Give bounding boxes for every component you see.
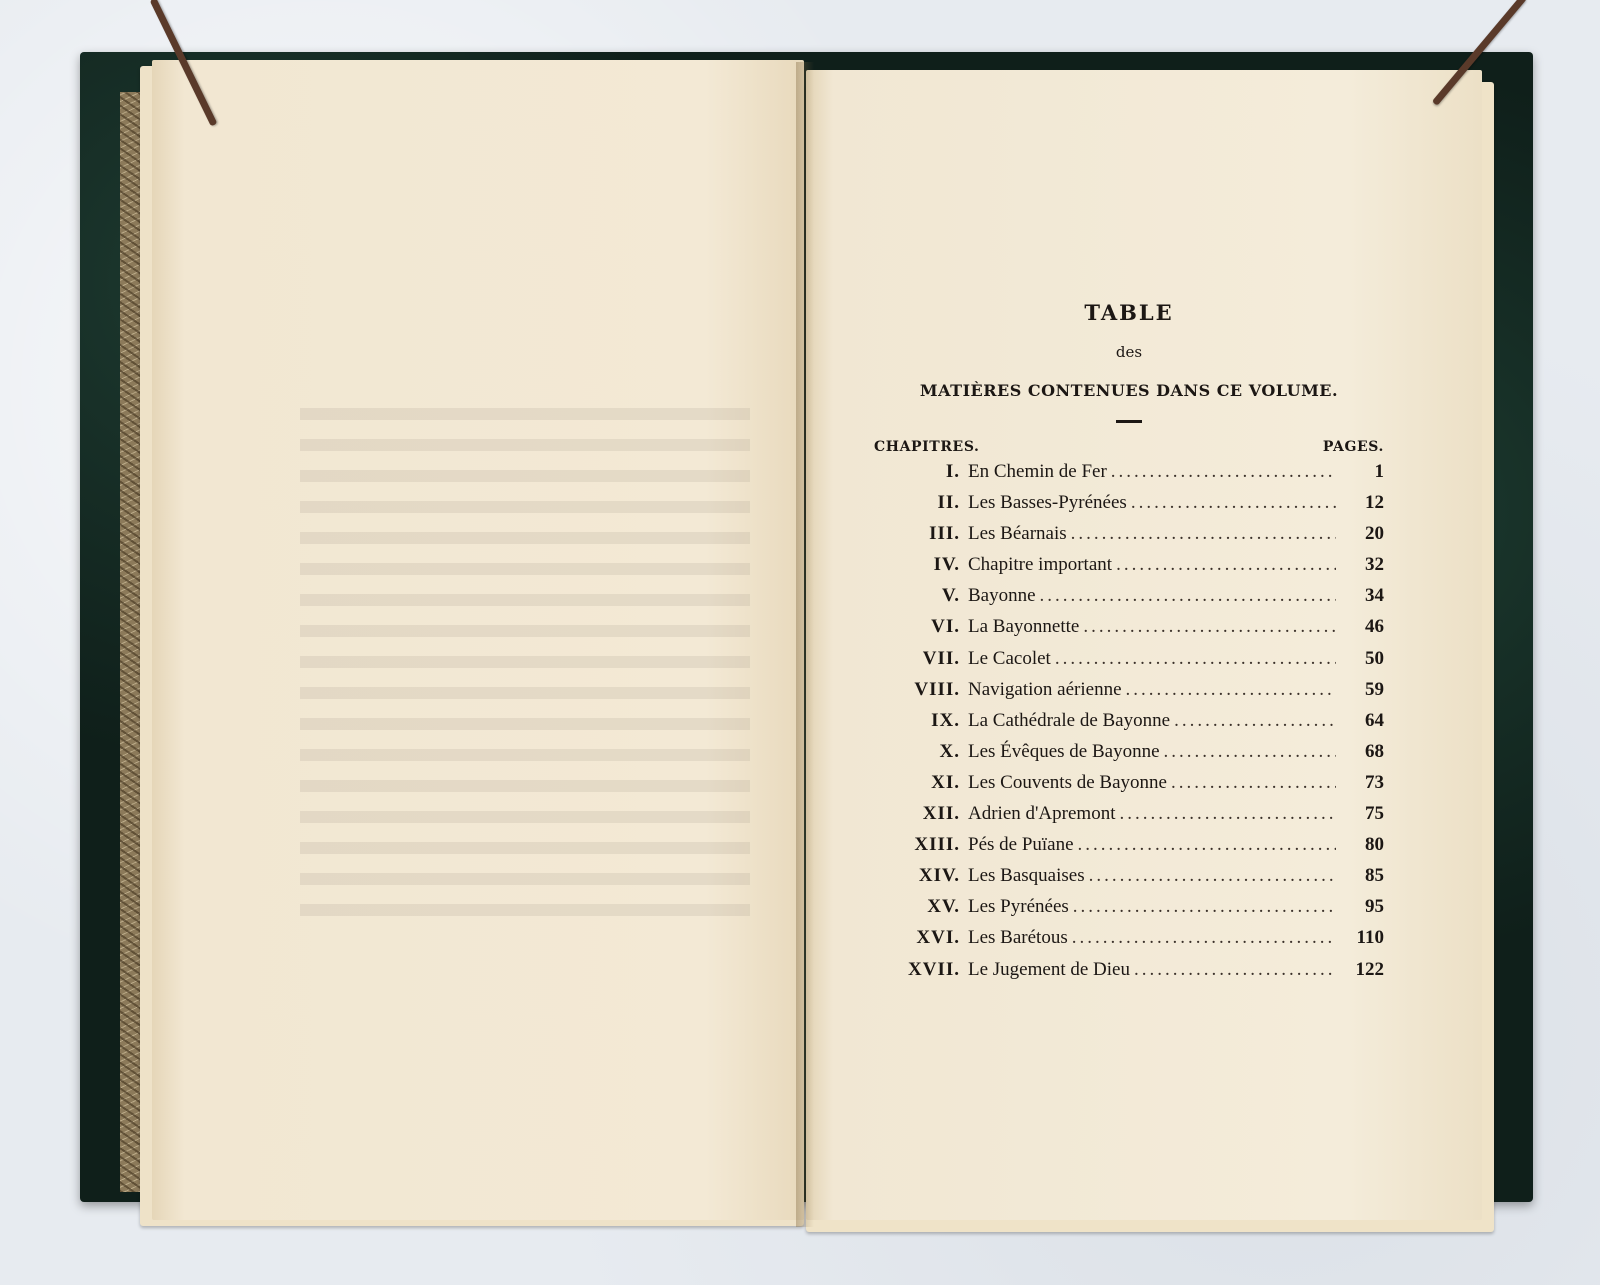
toc-entry [874, 927, 1384, 958]
page-number: 64 [1365, 709, 1384, 731]
page-number: 110 [1356, 927, 1384, 949]
toc-entry [874, 959, 1384, 990]
page-number: 122 [1355, 958, 1384, 980]
page-number: 34 [1365, 585, 1384, 607]
toc-entry [874, 772, 1384, 803]
toc-entry [874, 834, 1384, 865]
dot-leader [1078, 834, 1336, 856]
chapter-number: XII. [922, 803, 960, 825]
toc-column-headers [874, 439, 1384, 455]
chapter-number: XIV. [918, 865, 960, 887]
dot-leader [1119, 803, 1336, 825]
toc-entry [874, 741, 1384, 772]
col-pages-label: PAGES. [1322, 439, 1384, 455]
chapter-title: Les Pyrénées [968, 896, 1069, 918]
chapter-title: Les Basses-Pyrénées [968, 492, 1127, 514]
page-number: 73 [1365, 771, 1384, 793]
toc-entries [874, 461, 1384, 990]
chapter-number: I. [945, 461, 960, 482]
dot-leader [1134, 959, 1336, 981]
chapter-number: VII. [922, 647, 960, 669]
dot-leader [1164, 741, 1336, 763]
dot-leader [1072, 927, 1336, 949]
page-number: 95 [1365, 896, 1384, 918]
page-number: 12 [1365, 492, 1384, 514]
dot-leader [1040, 585, 1336, 607]
chapter-number: III. [929, 523, 960, 545]
toc-entry [874, 616, 1384, 647]
dot-leader [1083, 616, 1336, 638]
chapter-title: Le Jugement de Dieu [968, 958, 1130, 980]
dot-leader [1131, 492, 1336, 514]
chapter-number: XIII. [914, 834, 960, 856]
chapter-number: XV. [927, 896, 960, 918]
chapter-title: Le Cacolet [968, 647, 1051, 669]
dot-leader [1071, 523, 1336, 545]
chapter-title: Navigation aérienne [968, 678, 1122, 700]
toc-entry [874, 585, 1384, 616]
page-number: 80 [1365, 834, 1384, 856]
title-rule [1116, 420, 1142, 423]
page-number: 1 [1374, 461, 1384, 482]
chapter-title: Pés de Puïane [968, 834, 1074, 856]
chapter-number: IV. [933, 554, 960, 576]
chapter-title: Les Béarnais [968, 523, 1067, 545]
book-gutter [796, 62, 814, 1227]
chapter-number: X. [939, 740, 960, 762]
chapter-title: Les Évêques de Bayonne [968, 740, 1160, 762]
toc-entry [874, 710, 1384, 741]
toc-entry [874, 865, 1384, 896]
col-chapters-label: CHAPITRES. [874, 439, 980, 455]
toc-subtitle-main: MATIÈRES CONTENUES DANS CE VOLUME. [919, 381, 1339, 400]
chapter-number: VI. [931, 616, 960, 638]
page-number: 75 [1365, 803, 1384, 825]
chapter-number: VIII. [914, 678, 960, 700]
chapter-number: XI. [931, 771, 960, 793]
chapter-title: Chapitre important [968, 554, 1113, 576]
dot-leader [1126, 679, 1336, 701]
toc-entry [874, 554, 1384, 585]
chapter-number: IX. [931, 709, 960, 731]
chapter-title: Les Couvents de Bayonne [968, 771, 1167, 793]
chapter-title: En Chemin de Fer [968, 461, 1107, 482]
dot-leader [1171, 772, 1336, 794]
chapter-title: Adrien d'Apremont [968, 803, 1116, 825]
toc-entry [874, 896, 1384, 927]
chapter-number: XVI. [916, 927, 960, 949]
dot-leader [1055, 648, 1336, 670]
toc-entry [874, 492, 1384, 523]
page-number: 46 [1365, 616, 1384, 638]
toc-title: TABLE [1084, 300, 1174, 325]
dot-leader [1089, 865, 1336, 887]
page-number: 59 [1365, 678, 1384, 700]
page-number: 32 [1365, 554, 1384, 576]
page-number: 85 [1365, 865, 1384, 887]
dot-leader [1111, 461, 1336, 483]
dot-leader [1073, 896, 1336, 918]
chapter-number: V. [941, 585, 960, 607]
toc-entry [874, 679, 1384, 710]
page-number: 20 [1365, 523, 1384, 545]
chapter-title: Les Basquaises [968, 865, 1085, 887]
toc-entry [874, 648, 1384, 679]
chapter-title: Les Barétous [968, 927, 1068, 949]
toc-entry [874, 803, 1384, 834]
chapter-title: La Cathédrale de Bayonne [968, 709, 1171, 731]
toc-entry [874, 461, 1384, 492]
toc-entry [874, 523, 1384, 554]
chapter-number: II. [937, 492, 960, 514]
chapter-title: La Bayonnette [968, 616, 1080, 638]
chapter-number: XVII. [908, 958, 960, 980]
chapter-title: Bayonne [968, 585, 1036, 607]
toc-subtitle-des: des [1115, 343, 1143, 361]
page-number: 50 [1365, 647, 1384, 669]
show-through-text [260, 160, 760, 916]
dot-leader [1116, 554, 1336, 576]
table-of-contents [874, 300, 1384, 990]
page-number: 68 [1365, 740, 1384, 762]
dot-leader [1174, 710, 1336, 732]
